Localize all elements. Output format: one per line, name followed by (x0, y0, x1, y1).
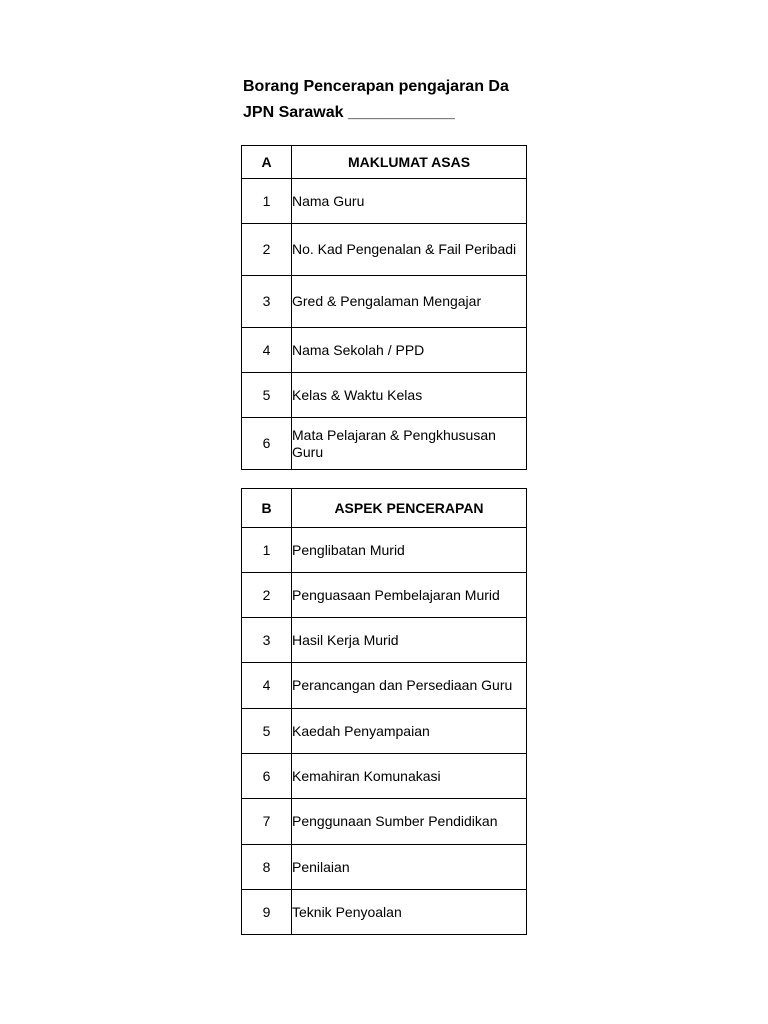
row-number: 2 (242, 573, 292, 618)
row-number: 3 (242, 618, 292, 663)
row-number: 1 (242, 179, 292, 224)
row-label: Penggunaan Sumber Pendidikan (292, 799, 527, 845)
row-label: Nama Sekolah / PPD (292, 328, 527, 373)
form-title (243, 74, 526, 126)
section-b-row (242, 890, 527, 935)
row-label: Penguasaan Pembelajaran Murid (292, 573, 527, 618)
row-number: 9 (242, 890, 292, 935)
row-label: Teknik Penyoalan (292, 890, 527, 935)
row-number: 6 (242, 754, 292, 799)
section-a-table (241, 145, 527, 470)
section-b-row (242, 799, 527, 845)
section-b-row (242, 845, 527, 890)
row-label: Kelas & Waktu Kelas (292, 373, 527, 418)
section-b-table (241, 488, 527, 935)
row-number: 4 (242, 663, 292, 709)
section-b-letter: B (242, 489, 292, 528)
section-a-letter: A (242, 146, 292, 179)
section-a-row (242, 373, 527, 418)
row-label: Nama Guru (292, 179, 527, 224)
section-a-row (242, 328, 527, 373)
section-b-title: ASPEK PENCERAPAN (292, 489, 527, 528)
section-a-header-row (242, 146, 527, 179)
row-number: 4 (242, 328, 292, 373)
row-number: 1 (242, 528, 292, 573)
row-number: 2 (242, 224, 292, 276)
row-number: 7 (242, 799, 292, 845)
row-label: Perancangan dan Persediaan Guru (292, 663, 527, 709)
section-b-header-row (242, 489, 527, 528)
section-b-row (242, 528, 527, 573)
row-number: 3 (242, 276, 292, 328)
section-b-row (242, 618, 527, 663)
row-label: Kaedah Penyampaian (292, 709, 527, 754)
section-a-row (242, 224, 527, 276)
row-label: No. Kad Pengenalan & Fail Peribadi (292, 224, 527, 276)
section-b-row (242, 754, 527, 799)
form-title-line-1: Borang Pencerapan pengajaran Da (243, 78, 509, 95)
section-b-row (242, 573, 527, 618)
row-number: 5 (242, 709, 292, 754)
row-label: Penilaian (292, 845, 527, 890)
row-number: 5 (242, 373, 292, 418)
row-number: 6 (242, 418, 292, 470)
row-label: Kemahiran Komunakasi (292, 754, 527, 799)
row-label: Hasil Kerja Murid (292, 618, 527, 663)
form-title-line-2: JPN Sarawak ____________ (243, 104, 455, 121)
section-a-title: MAKLUMAT ASAS (292, 146, 527, 179)
section-a-row (242, 276, 527, 328)
section-b-row (242, 709, 527, 754)
section-b-row (242, 663, 527, 709)
row-number: 8 (242, 845, 292, 890)
row-label: Mata Pelajaran & Pengkhususan Guru (292, 418, 527, 470)
row-label: Gred & Pengalaman Mengajar (292, 276, 527, 328)
row-label: Penglibatan Murid (292, 528, 527, 573)
section-a-row (242, 179, 527, 224)
section-a-row (242, 418, 527, 470)
